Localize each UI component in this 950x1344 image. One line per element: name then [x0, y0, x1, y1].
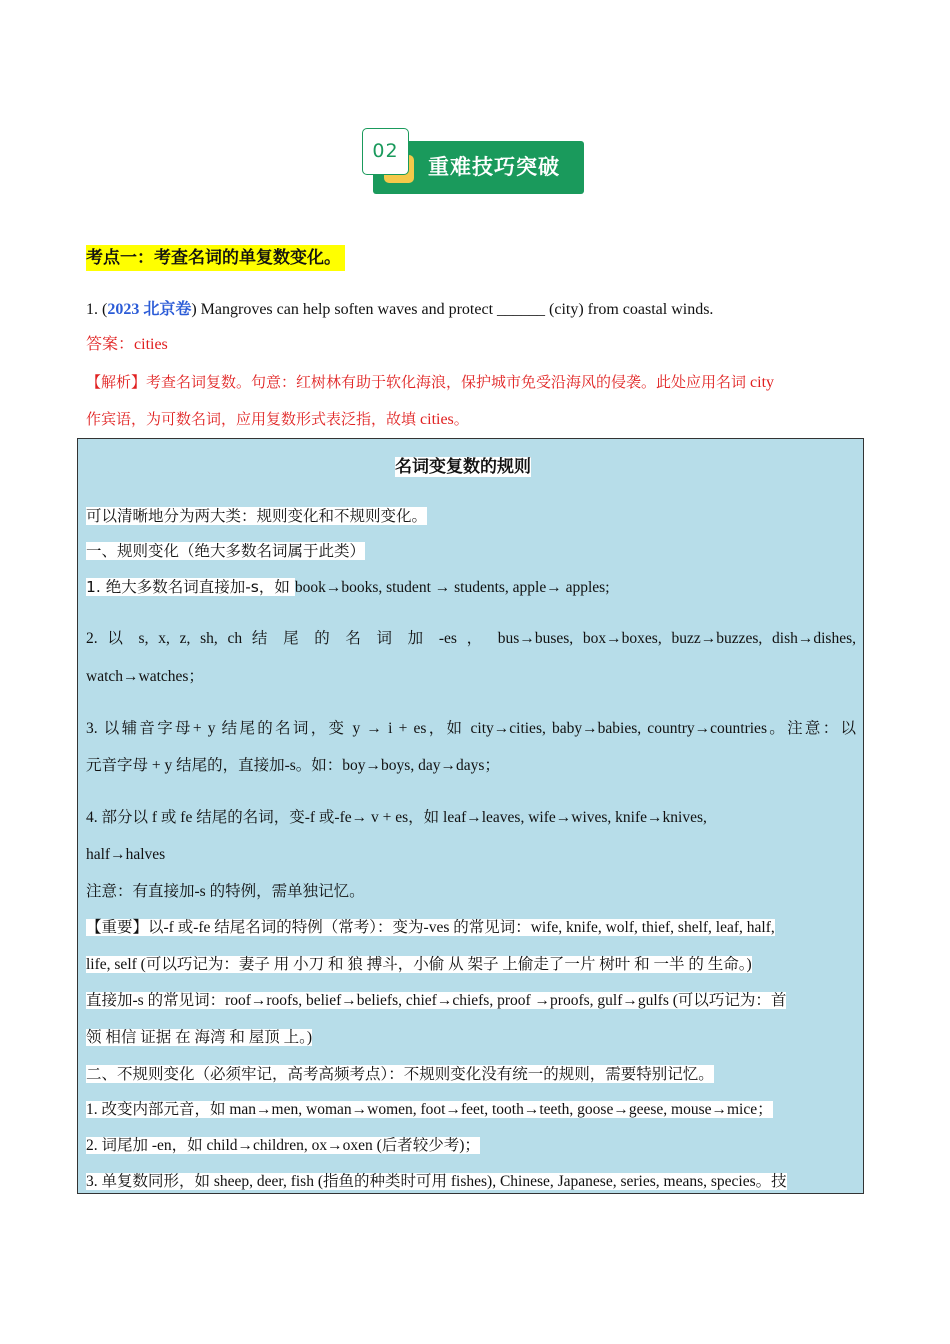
add-s-line-2 [86, 1025, 312, 1051]
rule-1-en: book→books, student → students, apple→ apples; [294, 579, 610, 596]
section-banner [362, 128, 586, 196]
analysis-text-1b: city [746, 374, 775, 391]
important-line-1-text: 【重要】以-f 或-fe 结尾名词的特例（常考）：变为-ves 的常见词：wife, knife, wolf, thief, shelf, leaf, half, [86, 919, 775, 936]
rules-intro [86, 503, 427, 529]
answer-label: 答案： [86, 334, 135, 353]
add-s-line-1-text: 直接加-s 的常见词：roof→roofs, belief→beliefs, chief→chiefs, proof →proofs, gulf→gulfs (可以巧记为：首 [86, 992, 787, 1009]
irregular-heading [86, 1061, 714, 1087]
rule-2-line-1: 2. 以 s, x, z, sh, ch 结 尾 的 名 词 加 -es ， bus→buses, box→boxes, buzz→buzzes, dish→dishes, [86, 630, 856, 647]
add-s-line-1 [86, 988, 786, 1014]
answer-value: cities [134, 336, 168, 353]
analysis-tag: 【解析】 [86, 373, 147, 391]
rules-box [77, 438, 864, 1194]
irregular-heading-text: 二、不规则变化（必须牢记，高考高频考点）：不规则变化没有统一的规则，需要特别记忆。 [86, 1065, 714, 1083]
rule-1 [86, 574, 610, 601]
rule-1-cn: 1. 绝大多数名词直接加-s，如 [86, 578, 295, 596]
question-prefix: 1. ( [86, 301, 108, 318]
irregular-3 [86, 1169, 787, 1194]
important-line-2 [86, 952, 752, 978]
analysis [86, 364, 866, 438]
important-line-2-text: life, self (可以巧记为：妻子 用 小刀 和 狼 搏斗，小偷 从 架子 上偷走了一片 树叶 和 一半 的 生命。) [86, 956, 752, 973]
rule-3-line-1: 3. 以辅音字母+ y 结尾的名词，变 y → i + es，如 city→cities, baby→babies, country→countries。注意：以 [86, 720, 856, 737]
rule-4-line-2: half→halves [86, 846, 166, 863]
question-source: 2023 北京卷 [107, 301, 192, 318]
rule-4-line-1: 4. 部分以 f 或 fe 结尾的名词，变-f 或-fe→ v + es，如 leaf→leaves, wife→wives, knife→knives, [86, 809, 707, 826]
irregular-1 [86, 1097, 773, 1123]
note: 注意：有直接加-s 的特例，需单独记忆。 [86, 883, 365, 900]
important-line-1 [86, 915, 775, 941]
rules-title-text: 名词变复数的规则 [395, 457, 531, 477]
rule-3-line-2: 元音字母 + y 结尾的，直接加-s。如：boy→boys, day→days； [86, 757, 500, 774]
rules-intro-text: 可以清晰地分为两大类：规则变化和不规则变化。 [86, 507, 428, 525]
rules-title [78, 454, 848, 480]
banner-title: 重难技巧突破 [428, 155, 560, 179]
irregular-2 [86, 1133, 480, 1159]
analysis-text-2b: cities [416, 411, 454, 428]
regular-heading-text: 一、规则变化（绝大多数名词属于此类） [86, 542, 366, 560]
question-text: ) Mangroves can help soften waves and protect ______ (city) from coastal winds. [191, 301, 714, 318]
irregular-3-text: 3. 单复数同形，如 sheep, deer, fish (指鱼的种类时可用 fishes), Chinese, Japanese, series, means, species。技 [86, 1173, 787, 1190]
add-s-line-2-text: 领 相信 证据 在 海湾 和 屋顶 上。) [86, 1029, 313, 1046]
regular-heading [86, 538, 365, 564]
question [86, 298, 713, 322]
irregular-2-text: 2. 词尾加 -en，如 child→children, ox→oxen (后者较少考)； [86, 1137, 480, 1154]
analysis-text-2: 作宾语，为可数名词，应用复数形式表泛指，故填 [86, 410, 417, 428]
kaodian-heading: 考点一：考查名词的单复数变化。 [86, 245, 345, 271]
rule-2-line-2: watch→watches； [86, 668, 204, 685]
analysis-text-2c: 。 [453, 410, 469, 428]
analysis-text-1: 考查名词复数。句意：红树林有助于软化海浪，保护城市免受沿海风的侵袭。此处应用名词 [146, 373, 747, 391]
irregular-1-text: 1. 改变内部元音，如 man→men, woman→women, foot→feet, tooth→teeth, goose→geese, mouse→mice； [86, 1101, 773, 1118]
banner-number: 02 [362, 128, 409, 175]
answer [86, 332, 168, 357]
